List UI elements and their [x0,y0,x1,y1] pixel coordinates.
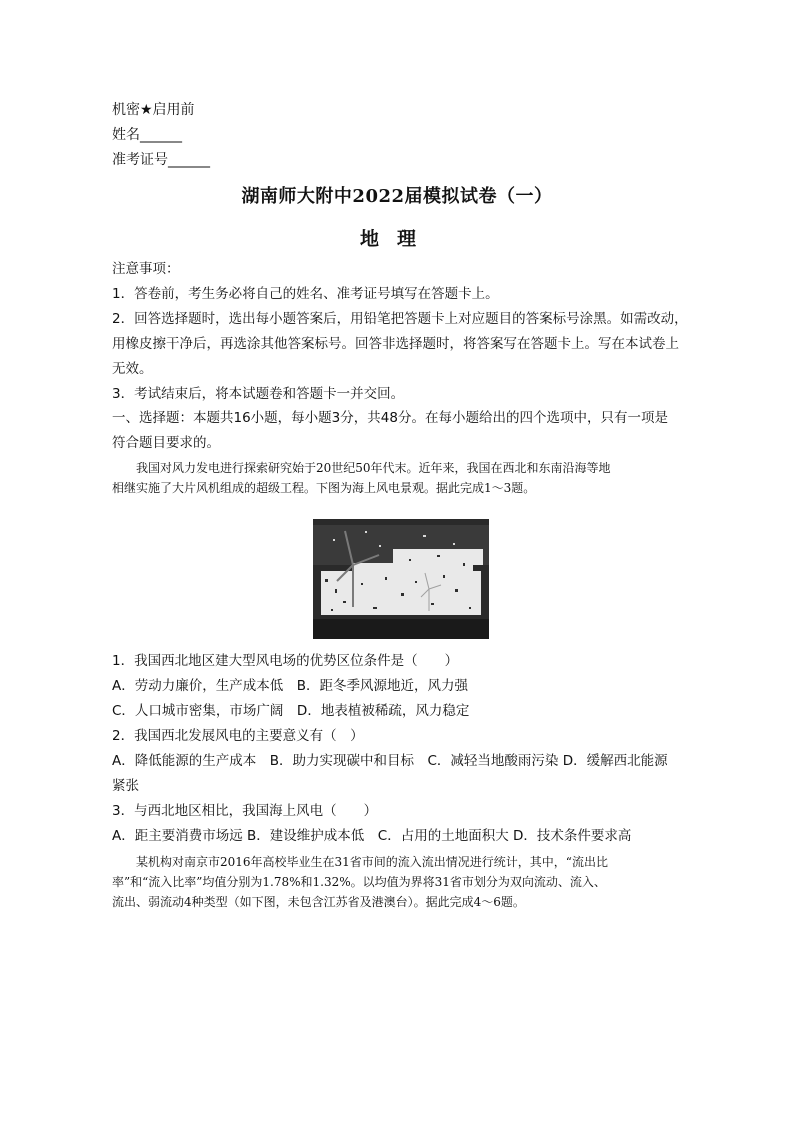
passage-1 [112,458,706,498]
notice-item-2-line-3: 无效。 [112,361,153,377]
passage-1-line-2: 相继实施了大片风机组成的超级工程。下图为海上风电景观。据此完成1～3题。 [112,481,536,495]
passage-2 [112,852,706,912]
question-2-options: A．降低能源的生产成本 B．助力实现碳中和目标 C．减轻当地酸雨污染 D．缓解西北能源 [112,753,668,769]
notice-item-1: 1．答卷前，考生务必将自己的姓名、准考证号填写在答题卡上。 [112,286,499,302]
passage-2-line-2: 率”和“流入比率”均值分别为1.78%和1.32%。以均值为界将31省市划分为双向流动、流入、 [112,875,606,889]
confidential-mark: 机密★启用前 [112,102,195,118]
section-1-heading: 一、选择题：本题共16小题，每小题3分，共48分。在每小题给出的四个选项中，只有一项是 [112,410,668,426]
passage-1-line-1: 我国对风力发电进行探索研究始于20世纪50年代末。近年来，我国在西北和东南沿海等地 [136,461,611,475]
question-3: 3．与西北地区相比，我国海上风电（ ） [112,803,378,819]
notice-item-2-line-1: 2．回答选择题时，选出每小题答案后，用铅笔把答题卡上对应题目的答案标号涂黑。如需改动， [112,311,688,327]
question-3-options: A．距主要消费市场远 B．建设维护成本低 C．占用的土地面积大 D．技术条件要求高 [112,828,632,844]
offshore-wind-turbine-photo [313,519,489,639]
notice-item-2-line-2: 用橡皮擦干净后，再选涂其他答案标号。回答非选择题时，将答案写在答题卡上。写在本试卷上 [112,336,679,352]
question-2-options-cont: 紧张 [112,778,139,794]
exam-id-field-label: 准考证号______ [112,152,210,168]
question-1-options-ab: A．劳动力廉价，生产成本低 B．距冬季风源地近，风力强 [112,678,468,694]
passage-2-line-3: 流出、弱流动4种类型（如下图，未包含江苏省及港澳台）。据此完成4～6题。 [112,895,525,909]
notice-heading: 注意事项： [112,261,180,277]
notice-item-3: 3．考试结束后，将本试题卷和答题卡一并交回。 [112,386,405,402]
wind-turbine-icon [313,519,489,639]
question-1: 1．我国西北地区建大型风电场的优势区位条件是（ ） [112,653,459,669]
question-1-options-cd: C．人口城市密集，市场广阔 D．地表植被稀疏，风力稳定 [112,703,470,719]
exam-title: 湖南师大附中2022届模拟试卷（一） [241,186,553,207]
name-field-label: 姓名______ [112,127,182,143]
passage-2-line-1: 某机构对南京市2016年高校毕业生在31省市间的流入流出情况进行统计，其中，“流出比 [136,855,608,869]
question-2: 2．我国西北发展风电的主要意义有（ ） [112,728,364,744]
section-1-heading-cont: 符合题目要求的。 [112,435,220,451]
subject-title: 地理 [359,228,434,250]
